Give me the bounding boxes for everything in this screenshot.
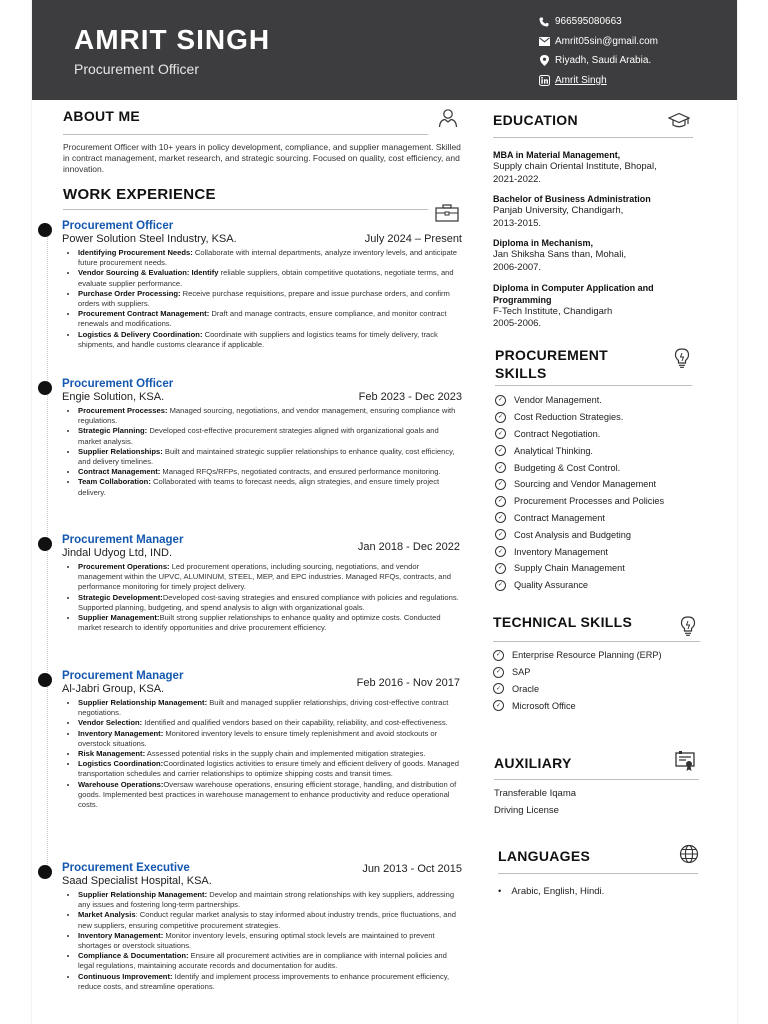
timeline-dot bbox=[38, 865, 52, 879]
contact-email[interactable]: Amrit05sin@gmail.com bbox=[538, 32, 658, 52]
education-divider bbox=[493, 137, 693, 138]
job-entry bbox=[62, 670, 462, 810]
job-bullets bbox=[62, 406, 462, 498]
job-bullet: • Inventory Management: Monitor inventory levels, ensuring optimal stock levels are maintained to prevent shortages or overstock situations. bbox=[78, 931, 462, 951]
contact-linkedin[interactable]: Amrit Singh bbox=[538, 71, 658, 91]
job-bullet: • Identifying Procurement Needs: Collaborate with internal departments, analyze inventory levels, and anticipate future procurement needs. bbox=[78, 248, 462, 268]
skill-item: ✓ Cost Analysis and Budgeting bbox=[495, 526, 695, 543]
job-entry bbox=[62, 862, 462, 992]
skill-item: ✓ Contract Management bbox=[495, 510, 695, 527]
about-section bbox=[63, 108, 461, 175]
skill-item: ✓ Enterprise Resource Planning (ERP) bbox=[493, 647, 701, 664]
technical-skills-list bbox=[493, 647, 701, 714]
job-bullets bbox=[62, 562, 462, 633]
check-circle-icon: ✓ bbox=[495, 563, 506, 574]
skill-item: ✓ Sourcing and Vendor Management bbox=[495, 476, 695, 493]
job-entry bbox=[62, 220, 462, 350]
resume-page bbox=[32, 0, 737, 1024]
job-bullet: • Continuous Improvement: Identify and implement process improvements to enhance procurement efficiency, reduce costs, and streamline operations. bbox=[78, 972, 462, 992]
job-bullet: • Logistics & Delivery Coordination: Coordinate with suppliers and logistics teams for timely delivery, track shipments, and handle customs clearance if applicable. bbox=[78, 330, 462, 350]
technical-skills-title: TECHNICAL SKILLS bbox=[493, 614, 633, 630]
education-item: Diploma in Mechanism, Jan Shiksha Sans than, Mohali, 2006-2007. bbox=[493, 238, 627, 273]
skill-item: ✓ Inventory Management bbox=[495, 543, 695, 560]
work-divider bbox=[63, 209, 428, 210]
job-title: Procurement Manager bbox=[62, 534, 184, 546]
job-bullet: • Contract Management: Managed RFQs/RFPs, negotiated contracts, and ensured performance monitoring. bbox=[78, 467, 462, 477]
job-bullet: • Risk Management: Assessed potential risks in the supply chain and implemented mitigation strategies. bbox=[78, 749, 462, 759]
job-title: Procurement Executive bbox=[62, 862, 190, 874]
education-item: Diploma in Computer Application and Programming F-Tech Institute, Chandigarh 2005-2006. bbox=[493, 282, 654, 330]
contact-location: Riyadh, Saudi Arabia. bbox=[538, 51, 658, 71]
job-bullets bbox=[62, 698, 462, 810]
procurement-skills-list bbox=[495, 392, 695, 594]
job-title: Procurement Officer bbox=[62, 220, 174, 232]
procurement-skills-divider bbox=[495, 385, 692, 386]
auxiliary-divider bbox=[494, 779, 699, 780]
job-bullet: • Compliance & Documentation: Ensure all procurement activities are in compliance with internal policies and legal regulations, maintaining accurate records and documentation for audits. bbox=[78, 951, 462, 971]
job-bullet: • Purchase Order Processing: Receive purchase requisitions, prepare and issue purchase orders, and confirm orders with suppliers. bbox=[78, 289, 462, 309]
education-item: Bachelor of Business Administration Panjab University, Chandigarh, 2013-2015. bbox=[493, 194, 651, 229]
check-circle-icon: ✓ bbox=[495, 428, 506, 439]
skill-item: ✓ Budgeting & Cost Control. bbox=[495, 459, 695, 476]
check-circle-icon: ✓ bbox=[495, 479, 506, 490]
procurement-skills-section bbox=[495, 346, 695, 594]
contact-list bbox=[538, 12, 658, 90]
education-title: EDUCATION bbox=[493, 112, 578, 128]
job-company: Power Solution Steel Industry, KSA. July 2024 – Present bbox=[62, 233, 462, 245]
graduation-cap-icon bbox=[668, 112, 690, 135]
job-dates: July 2024 – Present bbox=[364, 233, 462, 245]
skill-item: ✓ Microsoft Office bbox=[493, 697, 701, 714]
skill-item: ✓ Cost Reduction Strategies. bbox=[495, 409, 695, 426]
procurement-skills-title: PROCUREMENT SKILLS bbox=[495, 347, 608, 381]
globe-icon bbox=[679, 844, 699, 869]
education-item: MBA in Material Management, Supply chain Oriental Institute, Bhopal, 2021-2022. bbox=[493, 150, 657, 185]
check-circle-icon: ✓ bbox=[495, 512, 506, 523]
lightbulb-icon bbox=[674, 348, 690, 373]
auxiliary-item: Transferable Iqama bbox=[494, 788, 577, 799]
about-title: ABOUT ME bbox=[63, 108, 141, 124]
person-icon bbox=[437, 107, 459, 134]
job-bullet: • Warehouse Operations:Oversaw warehouse operations, ensuring efficient storage, handling, and distribution of goods. Implemented best practices in warehouse management to enhance productivity and reduce operational costs. bbox=[78, 780, 462, 811]
languages-divider bbox=[498, 873, 698, 874]
auxiliary-title: AUXILIARY bbox=[494, 755, 572, 771]
candidate-role: Procurement Officer bbox=[74, 61, 200, 77]
timeline-dot bbox=[38, 223, 52, 237]
check-circle-icon: ✓ bbox=[495, 412, 506, 423]
timeline-dot bbox=[38, 537, 52, 551]
auxiliary-list bbox=[494, 786, 699, 819]
job-bullet: • Supplier Management:Built strong supplier relationships to enhance quality and optimize costs. Conducted market research to identify opportunities and drive procurement efficiency. bbox=[78, 613, 462, 633]
check-circle-icon: ✓ bbox=[495, 546, 506, 557]
job-title: Procurement Manager bbox=[62, 670, 184, 682]
phone-icon bbox=[538, 16, 550, 28]
job-dates: Feb 2023 - Dec 2023 bbox=[358, 391, 462, 403]
contact-phone: 966595080663 bbox=[538, 12, 658, 32]
skill-item: ✓ Analytical Thinking. bbox=[495, 442, 695, 459]
job-bullet: • Logistics Coordination:Coordinated logistics activities to ensure timely and efficient delivery of goods. Managed transportation schedules and carrier relationships to optimize shipping costs and transit times. bbox=[78, 759, 462, 779]
job-bullet: • Supplier Relationships: Built and maintained strategic supplier relationships to enhance quality, cost efficiency, and delivery timelines. bbox=[78, 447, 462, 467]
job-bullet: • Supplier Relationship Management: Built and managed supplier relationships, driving cost-effective contract negotiations. bbox=[78, 698, 462, 718]
check-circle-icon: ✓ bbox=[495, 462, 506, 473]
languages-section bbox=[498, 848, 698, 897]
check-circle-icon: ✓ bbox=[495, 445, 506, 456]
job-company: Jindal Udyog Ltd, IND. Jan 2018 - Dec 2022 bbox=[62, 541, 460, 559]
job-company: Engie Solution, KSA. Feb 2023 - Dec 2023 bbox=[62, 391, 462, 403]
job-dates: Jun 2013 - Oct 2015 bbox=[362, 863, 462, 875]
skill-item: ✓ Contract Negotiation. bbox=[495, 426, 695, 443]
job-entry bbox=[62, 534, 462, 633]
job-bullet: • Supplier Relationship Management: Develop and maintain strong relationships with key suppliers, addressing any issues and fostering long-term partnerships. bbox=[78, 890, 462, 910]
education-section bbox=[493, 112, 698, 338]
job-bullet: • Procurement Operations: Led procurement operations, including sourcing, negotiations, and vendor management within the UPVC, ALUMINUM, STEEL, MEP, and EPC industries. Managed RFQs, contracts, and performance monitoring for timely project delivery. bbox=[78, 562, 462, 593]
skill-item: ✓ SAP bbox=[493, 664, 701, 681]
location-pin-icon bbox=[538, 55, 550, 67]
job-bullet: • Strategic Development:Developed cost-saving strategies and ensured compliance with policies and regulations. Supported planning, budgeting, and spend analysis to align with organizational goals. bbox=[78, 593, 462, 613]
check-circle-icon: ✓ bbox=[493, 667, 504, 678]
job-bullet: • Procurement Contract Management: Draft and manage contracts, ensure compliance, and monitor contract renewals and modifications. bbox=[78, 309, 462, 329]
languages-item: • Arabic, English, Hindi. bbox=[498, 886, 605, 897]
job-bullet: • Vendor Sourcing & Evaluation: Identify reliable suppliers, obtain competitive quotations, negotiate terms, and evaluate supplier performance. bbox=[78, 268, 462, 288]
work-experience-title: WORK EXPERIENCE bbox=[63, 186, 216, 203]
skill-item: ✓ Procurement Processes and Policies bbox=[495, 493, 695, 510]
check-circle-icon: ✓ bbox=[495, 529, 506, 540]
job-bullet: • Team Collaboration: Collaborated with teams to forecast needs, align strategies, and ensure timely project delivery. bbox=[78, 477, 462, 497]
check-circle-icon: ✓ bbox=[493, 683, 504, 694]
timeline-dot bbox=[38, 673, 52, 687]
check-circle-icon: ✓ bbox=[493, 700, 504, 711]
check-circle-icon: ✓ bbox=[495, 395, 506, 406]
job-title: Procurement Officer bbox=[62, 378, 174, 390]
job-company: Al-Jabri Group, KSA. Feb 2016 - Nov 2017 bbox=[62, 677, 460, 695]
about-divider bbox=[63, 134, 428, 135]
timeline-line bbox=[47, 232, 48, 872]
job-dates: Jan 2018 - Dec 2022 bbox=[357, 541, 460, 553]
languages-title: LANGUAGES bbox=[498, 848, 591, 864]
candidate-name: AMRIT SINGH bbox=[74, 24, 271, 55]
technical-skills-divider bbox=[493, 641, 700, 642]
job-bullet: • Market Analysis: Conduct regular market analysis to stay informed about industry trends, price fluctuations, and new suppliers, ensuring competitive procurement strategies. bbox=[78, 910, 462, 930]
auxiliary-section bbox=[494, 755, 699, 819]
check-circle-icon: ✓ bbox=[493, 650, 504, 661]
job-dates: Feb 2016 - Nov 2017 bbox=[356, 677, 460, 689]
check-circle-icon: ✓ bbox=[495, 496, 506, 507]
mail-icon bbox=[538, 35, 550, 47]
work-experience-section bbox=[63, 186, 463, 210]
job-bullets bbox=[62, 890, 462, 992]
job-bullet: • Procurement Processes: Managed sourcing, negotiations, and vendor management, ensuring compliance with regulations. bbox=[78, 406, 462, 426]
job-bullets bbox=[62, 248, 462, 350]
job-company: Saad Specialist Hospital, KSA. Jun 2013 - Oct 2015 bbox=[62, 863, 462, 887]
certificate-icon bbox=[674, 750, 696, 777]
linkedin-icon bbox=[538, 74, 550, 86]
timeline-dot bbox=[38, 381, 52, 395]
auxiliary-item: Driving License bbox=[494, 804, 559, 816]
header-banner bbox=[32, 0, 737, 100]
skill-item: ✓ Vendor Management. bbox=[495, 392, 695, 409]
job-bullet: • Strategic Planning: Developed cost-effective procurement strategies aligned with organizational goals and market analysis. bbox=[78, 426, 462, 446]
skill-item: ✓ Supply Chain Management bbox=[495, 560, 695, 577]
technical-skills-section bbox=[493, 614, 701, 714]
job-bullet: • Inventory Management: Monitored inventory levels to ensure timely replenishment and avoid stockouts or overstock situations. bbox=[78, 729, 462, 749]
skill-item: ✓ Oracle bbox=[493, 681, 701, 698]
skill-item: ✓ Quality Assurance bbox=[495, 577, 695, 594]
job-bullet: • Vendor Selection: Identified and qualified vendors based on their capability, reliability, and cost-effectiveness. bbox=[78, 718, 462, 728]
lightbulb-icon bbox=[680, 616, 696, 641]
about-text: Procurement Officer with 10+ years in policy development, compliance, and supplier management. Skilled in contract management, market research, and strategic sourcing. Focused on quality, cost efficiency, and innovation. bbox=[63, 142, 461, 174]
check-circle-icon: ✓ bbox=[495, 580, 506, 591]
job-entry bbox=[62, 378, 462, 498]
